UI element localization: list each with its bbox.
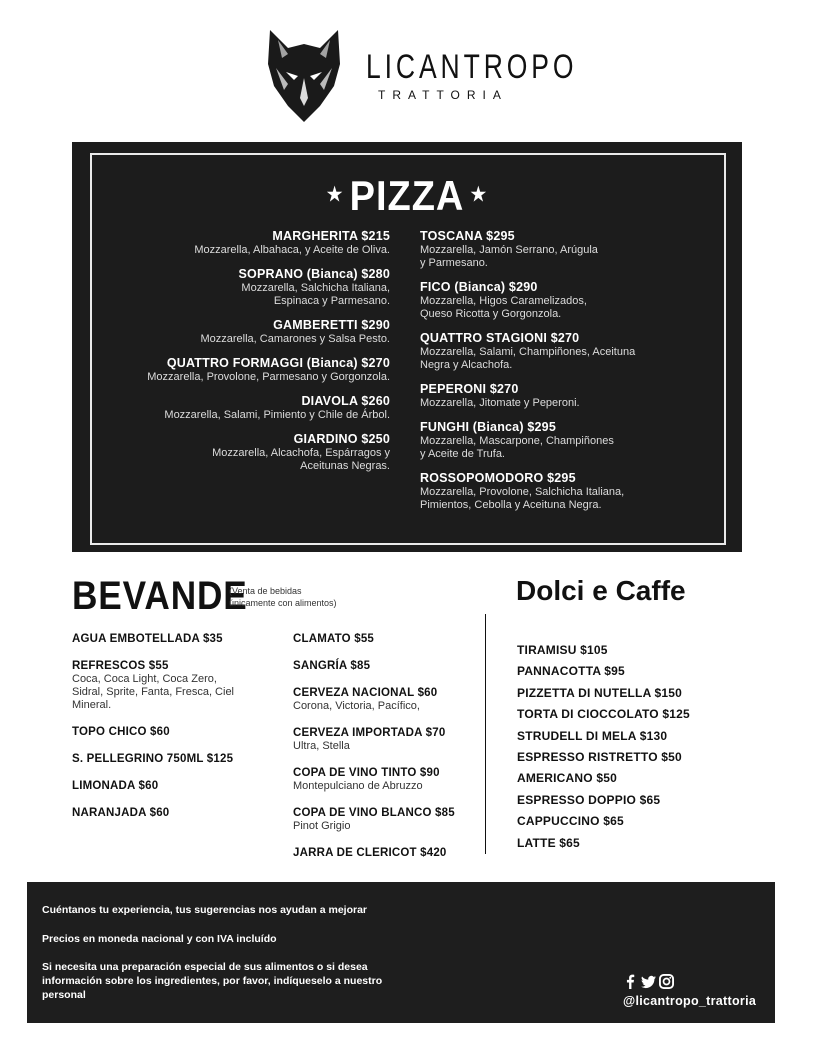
pizza-item-name: QUATTRO STAGIONI $270 [420,331,580,345]
dolci-item: LATTE $65 [517,835,580,850]
pizza-item-desc: Mozzarella, Provolone, Salchicha Italiana, Pimientos, Cebolla y Aceituna Negra. [420,486,625,511]
drink-item-name: SANGRÍA $85 [293,660,371,672]
drink-item [293,766,478,793]
pizza-item-name: GIARDINO $250 [293,432,390,446]
drink-item [293,686,478,713]
drink-item-name: CLAMATO $55 [293,633,375,645]
pizza-item-name: PEPERONI $270 [420,382,519,396]
pizza-item [420,382,690,410]
pizza-item-name: DIAVOLA $260 [301,394,390,408]
pizza-item [420,331,690,372]
pizza-item-desc: Mozzarella, Salami, Champiñones, Aceituna Negra y Alcachofa. [420,346,636,371]
pizza-item-name: FUNGHI (Bianca) $295 [420,420,556,434]
star-icon: ★ [325,182,345,207]
footer-feedback-text: Cuéntanos tu experiencia, tus sugerencias nos ayudan a mejorar [42,904,368,916]
pizza-item-name: ROSSOPOMODORO $295 [420,471,576,485]
pizza-item-name: MARGHERITA $215 [272,229,390,243]
drink-item-name: REFRESCOS $55 [72,660,169,672]
social-handle[interactable]: @licantropo_trattoria [623,994,757,1008]
star-icon: ★ [469,182,489,207]
drink-item [72,752,272,766]
dolci-item: PIZZETTA DI NUTELLA $150 [517,685,683,700]
wolf-head-icon [264,28,344,124]
drink-item-name: COPA DE VINO BLANCO $85 [293,807,455,819]
pizza-item [90,356,390,384]
drink-item [293,726,478,753]
drink-item [293,806,478,833]
drink-item-name: JARRA DE CLERICOT $420 [293,847,447,859]
drink-item [293,632,478,646]
drink-item-name: COPA DE VINO TINTO $90 [293,767,440,779]
facebook-icon[interactable] [623,974,638,989]
dolci-list [517,640,777,854]
drink-item-desc: Montepulciano de Abruzzo [293,780,423,792]
footer [27,882,775,1023]
drink-item-name: TOPO CHICO $60 [72,726,170,738]
footer-allergy-text: Si necesita una preparación especial de sus alimentos o si desea información sobre los ingredientes, por favor, indíqueselo a nuestro personal [42,961,383,1001]
dolci-item: TIRAMISU $105 [517,643,608,657]
pizza-item [90,394,390,422]
drink-item-desc: Corona, Victoria, Pacífico, [293,700,420,712]
pizza-item-desc: Mozzarella, Provolone, Parmesano y Gorgonzola. [147,371,390,383]
bevande-note: (Venta de bebidas únicamente con alimentos) [229,586,337,608]
dolci-item: STRUDELL DI MELA $130 [517,728,668,743]
dolci-item: AMERICANO $50 [517,771,617,786]
pizza-list-right [420,229,690,522]
brand-subtitle: TRATTORIA [378,88,508,102]
pizza-section [72,142,742,552]
social-icons [623,974,674,989]
pizza-item-desc: Mozzarella, Higos Caramelizados, Queso Ricotta y Gorgonzola. [420,295,587,320]
drink-item-name: CERVEZA IMPORTADA $70 [293,727,446,739]
drink-item [72,725,272,739]
dolci-title: Dolci e Caffe [516,575,686,606]
bevande-title: BEVANDE [72,574,248,618]
pizza-title-text: PIZZA [349,173,465,221]
pizza-item [420,420,690,461]
pizza-item-desc: Mozzarella, Alcachofa, Espárragos y Aceitunas Negras. [212,447,390,472]
pizza-item-desc: Mozzarella, Camarones y Salsa Pesto. [200,333,390,345]
pizza-item-desc: Mozzarella, Jamón Serrano, Arúgula y Parmesano. [420,244,598,269]
pizza-list-left [90,229,390,483]
pizza-item [420,471,690,512]
drink-item [72,659,272,712]
instagram-icon[interactable] [659,974,674,989]
dolci-item: PANNACOTTA $95 [517,664,625,679]
drink-item-desc: Coca, Coca Light, Coca Zero, Sidral, Sprite, Fanta, Fresca, Ciel Mineral. [72,673,235,711]
drink-item-name: CERVEZA NACIONAL $60 [293,687,438,699]
pizza-item-name: FICO (Bianca) $290 [420,280,538,294]
pizza-item [90,229,390,257]
pizza-item [90,432,390,473]
dolci-item: CAPPUCCINO $65 [517,814,624,829]
pizza-item [90,318,390,346]
drink-item-desc: Pinot Grigio [293,820,351,832]
drink-item [72,779,272,793]
bevande-column-1 [72,632,272,833]
drink-item [293,846,478,860]
section-divider [485,614,486,854]
pizza-item-name: GAMBERETTI $290 [273,318,390,332]
pizza-item [90,267,390,308]
pizza-item-name: SOPRANO (Bianca) $280 [238,267,390,281]
footer-prices-text: Precios en moneda nacional y con IVA incluído [42,933,277,945]
pizza-title [72,174,742,221]
dolci-item: ESPRESSO RISTRETTO $50 [517,750,682,765]
pizza-item-desc: Mozzarella, Mascarpone, Champiñones y Aceite de Trufa. [420,435,614,460]
dolci-item: ESPRESSO DOPPIO $65 [517,792,661,807]
drink-item [293,659,478,673]
pizza-item-desc: Mozzarella, Salami, Pimiento y Chile de Árbol. [164,409,390,421]
pizza-item-desc: Mozzarella, Salchicha Italiana, Espinaca y Parmesano. [241,282,390,307]
drink-item-desc: Ultra, Stella [293,740,350,752]
drink-item [72,632,272,646]
pizza-item [420,229,690,270]
pizza-item [420,280,690,321]
drink-item [72,806,272,820]
bevande-column-2 [293,632,478,873]
pizza-item-desc: Mozzarella, Jitomate y Peperoni. [420,397,580,409]
drink-item-name: S. PELLEGRINO 750ML $125 [72,753,234,765]
drink-item-name: LIMONADA $60 [72,780,159,792]
brand-logo [264,28,578,124]
pizza-item-name: QUATTRO FORMAGGI (Bianca) $270 [166,356,390,370]
pizza-item-desc: Mozzarella, Albahaca, y Aceite de Oliva. [194,244,390,256]
dolci-item: TORTA DI CIOCCOLATO $125 [517,707,690,722]
twitter-icon[interactable] [641,974,656,989]
drink-item-name: AGUA EMBOTELLADA $35 [72,633,223,645]
drink-item-name: NARANJADA $60 [72,807,170,819]
brand-name: LICANTROPO [366,48,578,86]
pizza-item-name: TOSCANA $295 [420,229,515,243]
